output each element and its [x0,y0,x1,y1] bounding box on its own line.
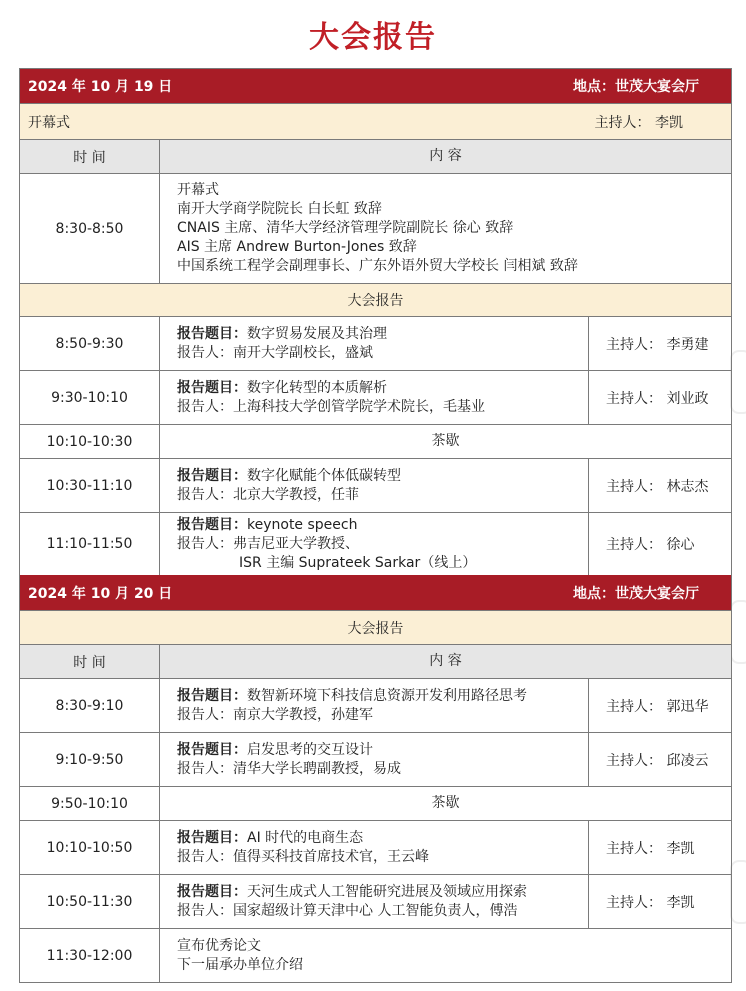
break-label: 茶歇 [431,433,460,449]
speaker-label: 报告人： [177,535,233,552]
speaker-label: 报告人： [177,706,233,723]
topic-label: 报告题目： [177,829,247,846]
host-cell: 主持人： 李凯 [588,875,731,928]
day-date: 2024 年 10 月 20 日 [28,585,173,602]
time-cell: 10:10-10:30 [20,425,160,458]
time-header: 时 间 [20,645,160,678]
topic-label: 报告题目： [177,325,247,342]
day-header [20,68,731,104]
topic: keynote speech [247,516,358,533]
host-cell: 主持人： 林志杰 [588,459,731,512]
topic-label: 报告题目： [177,883,247,900]
table-row [20,679,731,733]
day-venue: 地点：世茂大宴会厅 [573,79,699,95]
speaker: 弗吉尼亚大学教授、 [233,535,359,552]
speaker-label: 报告人： [177,486,233,503]
content-cell [160,821,588,874]
content-cell [160,371,588,424]
day-header [20,575,731,611]
topic: 数字化赋能个体低碳转型 [247,467,401,484]
opening-info-row [20,104,731,140]
time-cell: 11:30-12:00 [20,929,160,982]
time-cell: 10:30-11:10 [20,459,160,512]
content-cell [160,679,588,732]
time-cell: 9:30-10:10 [20,371,160,424]
opening-host: 主持人： 李凯 [594,114,683,131]
host-cell: 主持人： 刘业政 [588,371,731,424]
opening-label: 开幕式 [28,114,70,131]
host-cell: 主持人： 邱凌云 [588,733,731,786]
content-cell [160,459,588,512]
speaker-label: 报告人： [177,902,233,919]
time-cell: 9:50-10:10 [20,787,160,820]
speaker-label: 报告人： [177,760,233,777]
host-cell: 主持人： 李勇建 [588,317,731,370]
host-cell: 主持人： 郭迅华 [588,679,731,732]
content-cell [160,513,588,575]
topic: 数字化转型的本质解析 [247,379,387,396]
watermark-decoration [730,350,746,414]
topic-label: 报告题目： [177,516,247,533]
speaker: 北京大学教授，任菲 [233,486,359,503]
topic-label: 报告题目： [177,687,247,704]
table-row [20,317,731,371]
watermark-decoration [730,600,746,664]
topic-label: 报告题目： [177,379,247,396]
break-row [20,425,731,459]
speaker: 值得买科技首席技术官，王云峰 [233,848,429,865]
speaker: 南开大学副校长，盛斌 [233,344,373,361]
speaker: 国家超级计算天津中心 人工智能负责人，傅浩 [233,902,518,919]
content-cell [160,174,731,283]
speaker: 清华大学长聘副教授，易成 [233,760,401,777]
opening-line: AIS 主席 Andrew Burton-Jones 致辞 [177,239,417,255]
content-cell [160,929,731,982]
time-cell: 10:10-10:50 [20,821,160,874]
day-date: 2024 年 10 月 19 日 [28,79,173,95]
table-row [20,733,731,787]
section-row: 大会报告 [20,611,731,645]
day-venue: 地点：世茂大宴会厅 [573,585,699,602]
topic: 数智新环境下科技信息资源开发利用路径思考 [247,687,527,704]
host-cell: 主持人： 徐心 [588,513,731,575]
opening-line: CNAIS 主席、清华大学经济管理学院副院长 徐心 致辞 [177,220,514,236]
time-cell: 11:10-11:50 [20,513,160,575]
speaker: 上海科技大学创管学院学术院长，毛基业 [233,398,485,415]
speaker-line-2: ISR 主编 Suprateek Sarkar（线上） [239,554,477,571]
time-cell: 8:50-9:30 [20,317,160,370]
schedule-table [19,68,732,983]
time-header: 时 间 [20,140,160,173]
speaker: 南京大学教授，孙建军 [233,706,373,723]
content-header: 内 容 [429,148,462,164]
topic: 数字贸易发展及其治理 [247,325,387,342]
time-cell: 8:30-9:10 [20,679,160,732]
table-row [20,174,731,284]
table-row [20,821,731,875]
table-row [20,459,731,513]
break-label: 茶歇 [431,795,460,811]
content-header: 内 容 [429,653,462,669]
time-cell: 9:10-9:50 [20,733,160,786]
table-row [20,513,731,575]
speaker-label: 报告人： [177,848,233,865]
watermark-decoration [730,860,746,924]
column-header-row [20,140,731,174]
opening-line: 开幕式 [177,182,219,198]
topic-label: 报告题目： [177,467,247,484]
time-cell: 10:50-11:30 [20,875,160,928]
speaker-label: 报告人： [177,344,233,361]
page-title: 大会报告 [309,20,437,55]
content-cell [160,875,588,928]
section-row: 大会报告 [20,284,731,317]
table-row [20,371,731,425]
column-header-row [20,645,731,679]
topic: 天河生成式人工智能研究进展及领域应用探索 [247,883,527,900]
break-row [20,787,731,821]
closing-line: 宣布优秀论文 [177,937,261,954]
time-cell: 8:30-8:50 [20,174,160,283]
table-row [20,929,731,983]
opening-line: 南开大学商学院院长 白长虹 致辞 [177,201,382,217]
table-row [20,875,731,929]
topic: AI 时代的电商生态 [247,829,364,846]
host-cell: 主持人： 李凯 [588,821,731,874]
topic: 启发思考的交互设计 [247,741,373,758]
content-cell [160,317,588,370]
opening-line: 中国系统工程学会副理事长、广东外语外贸大学校长 闫相斌 致辞 [177,258,578,274]
closing-line: 下一届承办单位介绍 [177,956,303,973]
topic-label: 报告题目： [177,741,247,758]
speaker-label: 报告人： [177,398,233,415]
content-cell [160,733,588,786]
